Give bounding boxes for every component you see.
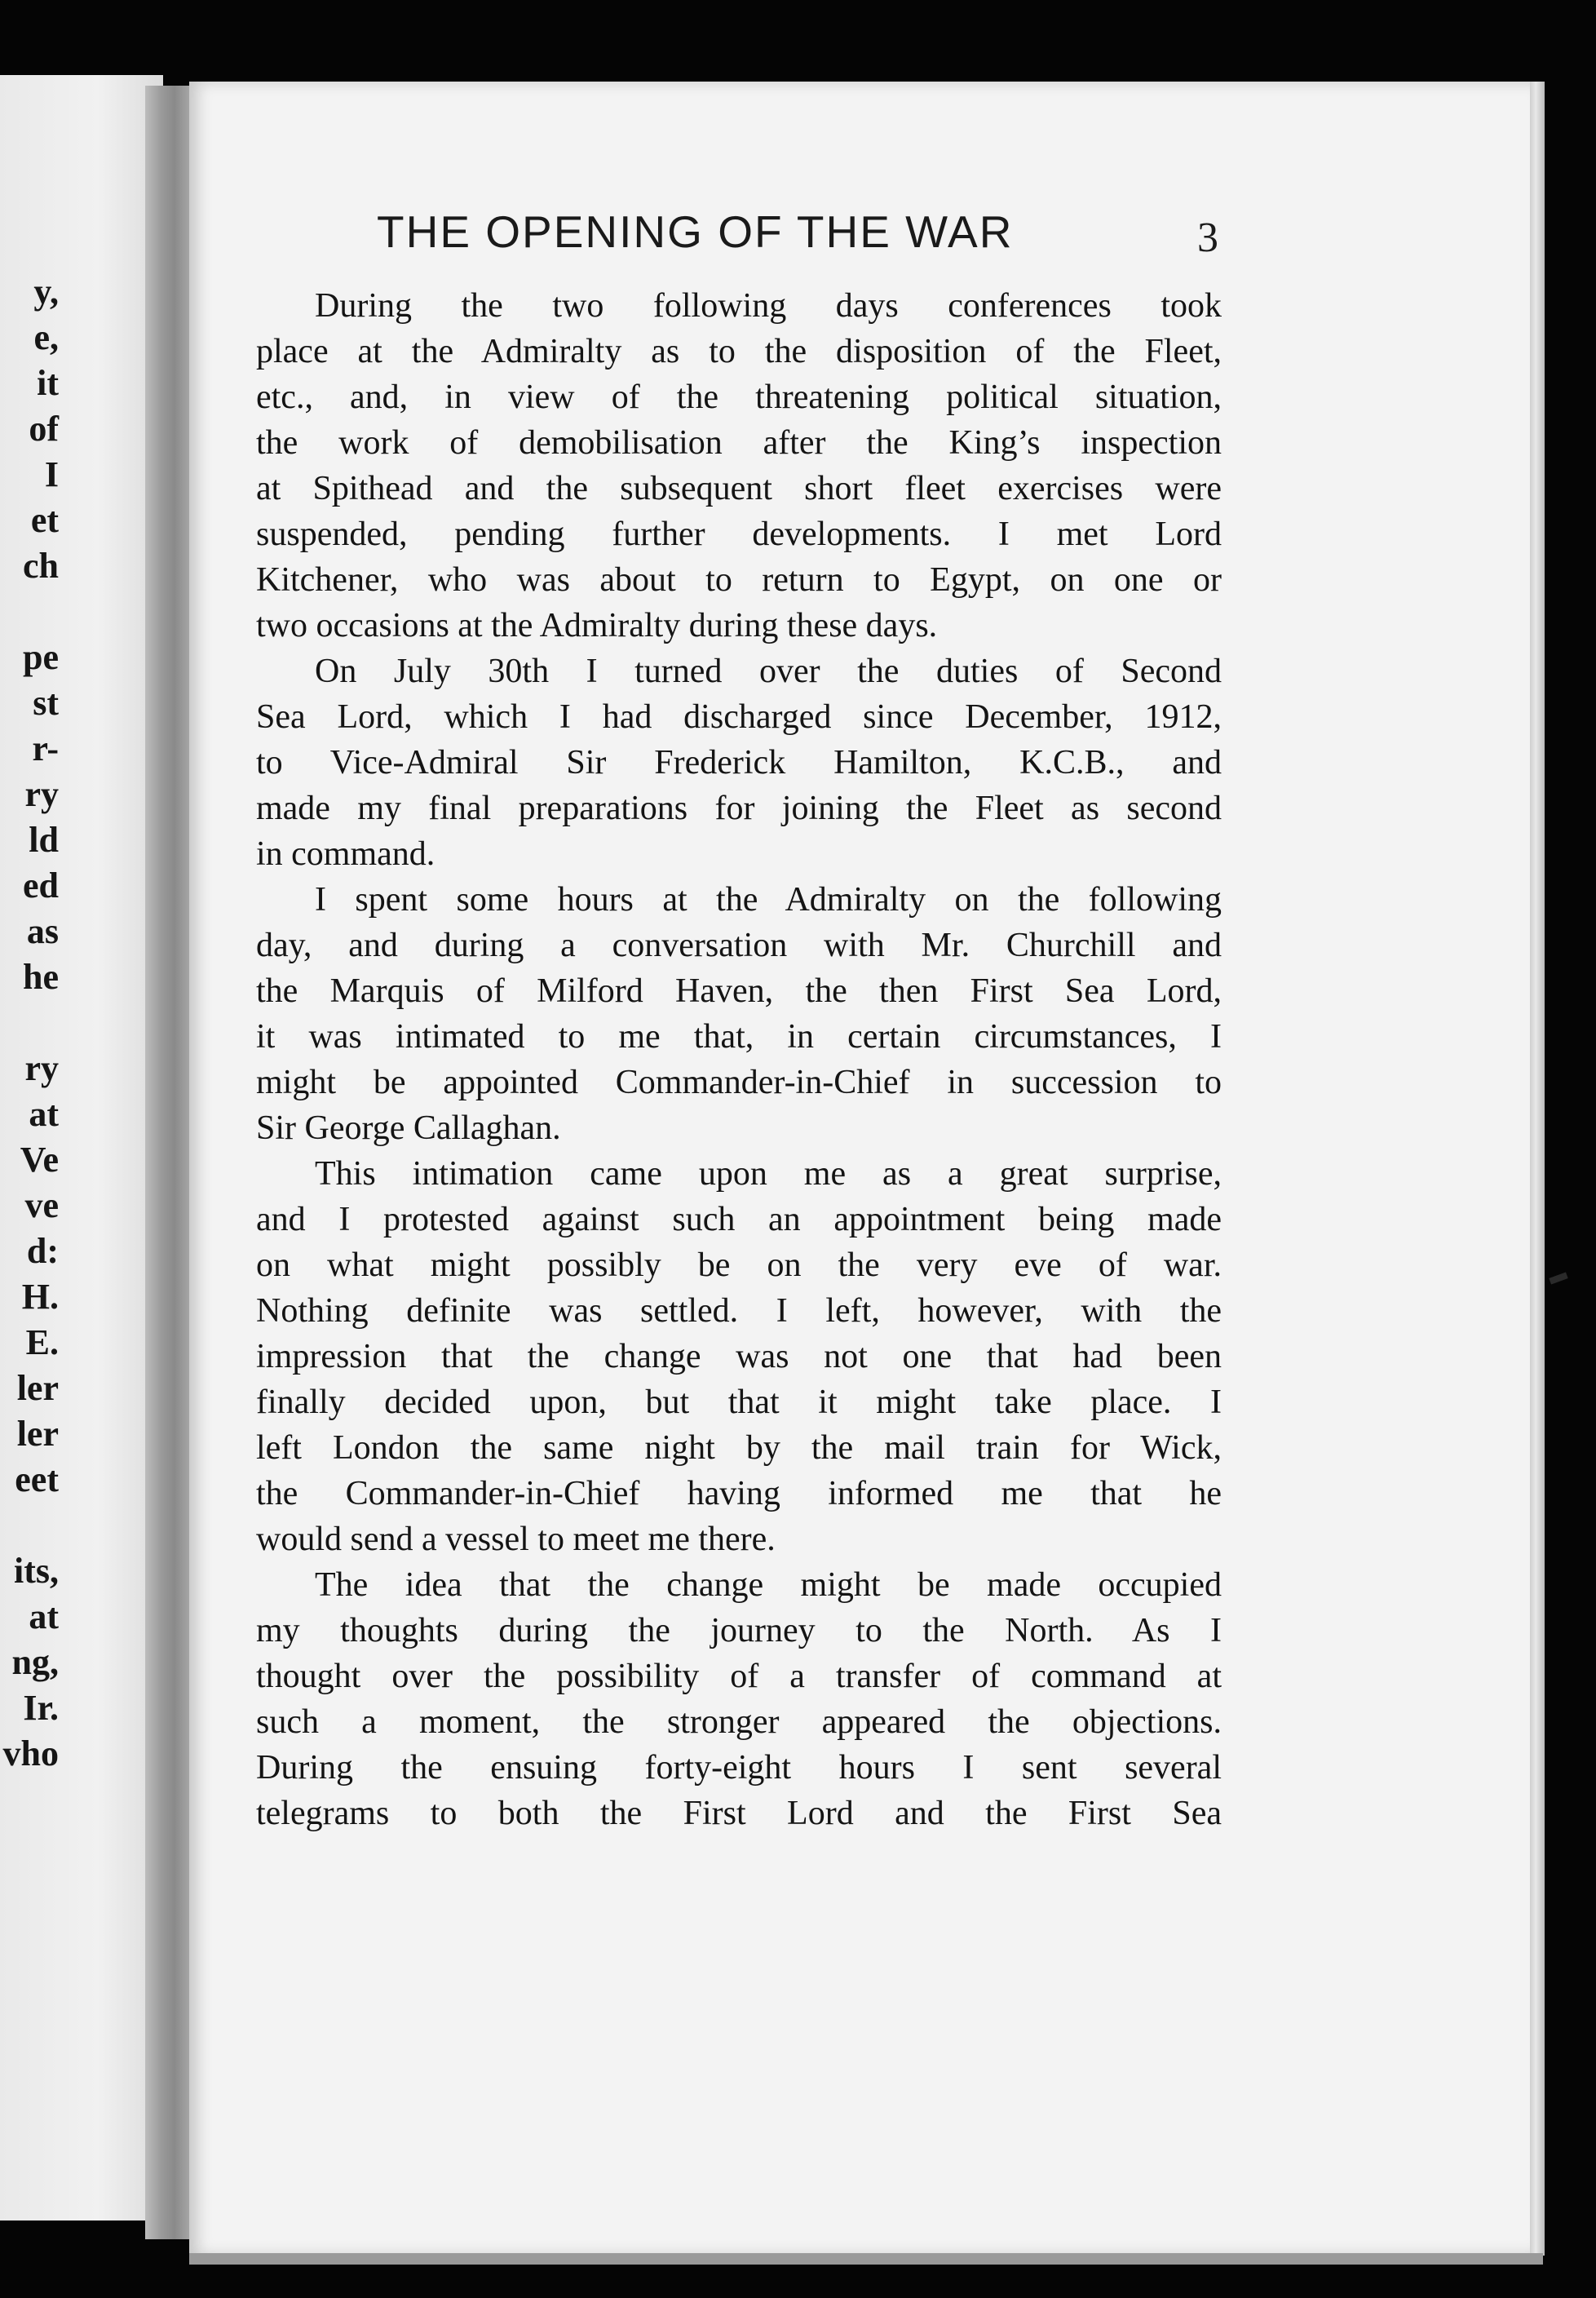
text-line: left London the same night by the mail train for Wick, xyxy=(256,1429,1222,1467)
text-line: Sir George Callaghan. xyxy=(256,1109,561,1147)
left-page-fragment: pe xyxy=(23,637,59,677)
left-page-fragment: et xyxy=(30,500,59,540)
left-page-fragment: ng, xyxy=(11,1642,59,1682)
text-line: and I protested against such an appointment being made xyxy=(256,1201,1222,1238)
text-line: finally decided upon, but that it might take place. I xyxy=(256,1384,1222,1421)
text-line: This intimation came upon me as a great surprise, xyxy=(315,1155,1222,1193)
text-line: place at the Admiralty as to the disposition of the Fleet, xyxy=(256,333,1222,370)
page-edge xyxy=(1530,82,1545,2256)
text-line: made my final preparations for joining the Fleet as second xyxy=(256,790,1222,827)
left-page-fragment: he xyxy=(23,957,59,997)
text-line: telegrams to both the First Lord and the First Sea xyxy=(256,1795,1222,1832)
running-header-title: THE OPENING OF THE WAR xyxy=(377,206,1014,257)
text-line: Kitchener, who was about to return to Egypt, on one or xyxy=(256,561,1222,599)
left-page-fragment: Ve xyxy=(20,1140,59,1180)
paragraph xyxy=(256,1562,1222,1836)
left-page-fragment: e, xyxy=(33,317,59,357)
facing-page-left xyxy=(0,75,163,2221)
text-line: impression that the change was not one that had been xyxy=(256,1338,1222,1375)
text-line: on what might possibly be on the very eve of war. xyxy=(256,1246,1222,1284)
body-text xyxy=(256,283,1222,1836)
left-page-fragment: H. xyxy=(21,1277,59,1317)
left-page-fragment: ld xyxy=(29,820,59,860)
text-line: Sea Lord, which I had discharged since December, 1912, xyxy=(256,698,1222,736)
left-page-fragment: of xyxy=(29,409,59,449)
left-page-fragment: eet xyxy=(15,1459,59,1499)
paragraph xyxy=(256,283,1222,649)
left-page-fragment: at xyxy=(29,1094,59,1134)
text-line: two occasions at the Admiralty during these days. xyxy=(256,607,938,644)
left-page-fragment: at xyxy=(29,1596,59,1636)
left-page-fragment: ed xyxy=(23,866,59,905)
text-line: I spent some hours at the Admiralty on the following xyxy=(315,881,1222,919)
text-line: the Marquis of Milford Haven, the then First Sea Lord, xyxy=(256,972,1222,1010)
paragraph xyxy=(256,877,1222,1151)
left-page-fragment: E. xyxy=(25,1322,59,1362)
left-page-fragment: ve xyxy=(24,1185,59,1225)
left-page-fragment: y, xyxy=(33,272,59,312)
text-line: my thoughts during the journey to the North. As I xyxy=(256,1612,1222,1649)
text-line: such a moment, the stronger appeared the objections. xyxy=(256,1703,1222,1741)
left-page-fragment: ry xyxy=(24,774,59,814)
text-line: etc., and, in view of the threatening political situation, xyxy=(256,379,1222,416)
left-page-fragment: Ir. xyxy=(23,1688,59,1728)
left-page-fragment: its, xyxy=(14,1551,59,1591)
text-line: On July 30th I turned over the duties of Second xyxy=(315,653,1222,690)
text-line: Nothing definite was settled. I left, however, with the xyxy=(256,1292,1222,1330)
text-line: During the two following days conferences took xyxy=(315,287,1222,325)
text-line: would send a vessel to meet me there. xyxy=(256,1521,776,1558)
page-bottom-edge xyxy=(189,2253,1543,2265)
left-page-fragment: ch xyxy=(23,546,59,586)
left-page-fragment: it xyxy=(37,363,59,403)
text-line: The idea that the change might be made occupied xyxy=(315,1566,1222,1604)
left-page-fragment: ler xyxy=(16,1368,59,1408)
text-line: day, and during a conversation with Mr. Churchill and xyxy=(256,927,1222,964)
left-page-fragment: ry xyxy=(24,1048,59,1088)
text-line: to Vice-Admiral Sir Frederick Hamilton, K.C.B., and xyxy=(256,744,1222,781)
left-page-fragment: d: xyxy=(26,1231,59,1271)
text-line: During the ensuing forty-eight hours I sent several xyxy=(256,1749,1222,1787)
text-line: suspended, pending further developments. I met Lord xyxy=(256,516,1222,553)
page-number: 3 xyxy=(1197,215,1218,261)
text-line: in command. xyxy=(256,835,435,873)
left-page-fragment: ler xyxy=(16,1414,59,1454)
text-line: the work of demobilisation after the King’s inspection xyxy=(256,424,1222,462)
paragraph xyxy=(256,1151,1222,1562)
left-page-fragment: vho xyxy=(2,1733,59,1773)
text-line: the Commander-in-Chief having informed me that he xyxy=(256,1475,1222,1512)
scan-artifact-mark xyxy=(1549,1272,1567,1284)
left-page-fragment: st xyxy=(33,683,59,723)
text-line: at Spithead and the subsequent short fleet exercises were xyxy=(256,470,1222,507)
paragraph xyxy=(256,649,1222,877)
left-page-fragment: r- xyxy=(32,728,59,768)
left-page-fragment: as xyxy=(26,911,59,951)
text-line: might be appointed Commander-in-Chief in succession to xyxy=(256,1064,1222,1101)
text-line: it was intimated to me that, in certain circumstances, I xyxy=(256,1018,1222,1056)
text-line: thought over the possibility of a transfer of command at xyxy=(256,1658,1222,1695)
left-page-fragment: I xyxy=(44,454,59,494)
